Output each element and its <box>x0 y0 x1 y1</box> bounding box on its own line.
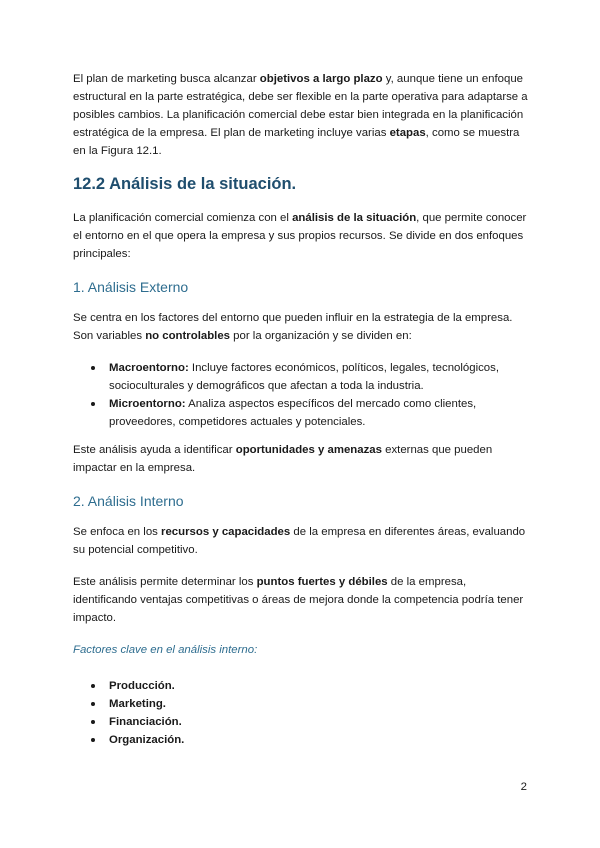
list-item: Producción. <box>109 677 529 695</box>
internal-factors-title: Factores clave en el análisis interno: <box>73 644 258 656</box>
section-heading: 12.2 Análisis de la situación. <box>73 175 297 193</box>
internal-analysis-paragraph: Se enfoca en los recursos y capacidades de la empresa en diferentes áreas, evaluando su potencial competitivo. <box>73 526 526 556</box>
list-item: Organización. <box>109 731 529 749</box>
list-item-microentorno: Microentorno: Analiza aspectos específicos del mercado como clientes, proveedores, competidores actuales y potenciales. <box>109 395 529 431</box>
internal-factors-list <box>73 677 529 749</box>
intro-paragraph: El plan de marketing busca alcanzar objetivos a largo plazo y, aunque tiene un enfoque estructural en la parte estratégica, debe ser flexible en la parte operativa para adaptarse a posibles cambios. La planificación comercial debe estar bien integrada en la planificación estratégica de la empresa. El plan de marketing incluye varias etapas, como se muestra en la Figura 12.1. <box>73 73 528 157</box>
page-number: 2 <box>520 781 527 793</box>
list-item: Financiación. <box>109 713 529 731</box>
list-item-macroentorno: Macroentorno: Incluye factores económicos, políticos, legales, tecnológicos, socioculturales y demográficos que afectan a toda la industria. <box>109 359 529 395</box>
document-page <box>73 70 529 759</box>
list-item: Marketing. <box>109 695 529 713</box>
external-analysis-heading: 1. Análisis Externo <box>73 279 189 295</box>
external-factors-list <box>73 359 529 431</box>
external-summary-paragraph: Este análisis ayuda a identificar oportunidades y amenazas externas que pueden impactar en la empresa. <box>73 444 493 474</box>
section-intro-paragraph: La planificación comercial comienza con el análisis de la situación, que permite conocer el entorno en el que opera la empresa y sus propios recursos. Se divide en dos enfoques principales: <box>73 212 527 260</box>
internal-analysis-heading: 2. Análisis Interno <box>73 493 184 509</box>
internal-summary-paragraph: Este análisis permite determinar los puntos fuertes y débiles de la empresa, identificando ventajas competitivas o áreas de mejora donde la competencia podría tener impacto. <box>73 576 524 624</box>
external-analysis-paragraph: Se centra en los factores del entorno que pueden influir en la estrategia de la empresa. Son variables no controlables por la organización y se dividen en: <box>73 312 513 342</box>
